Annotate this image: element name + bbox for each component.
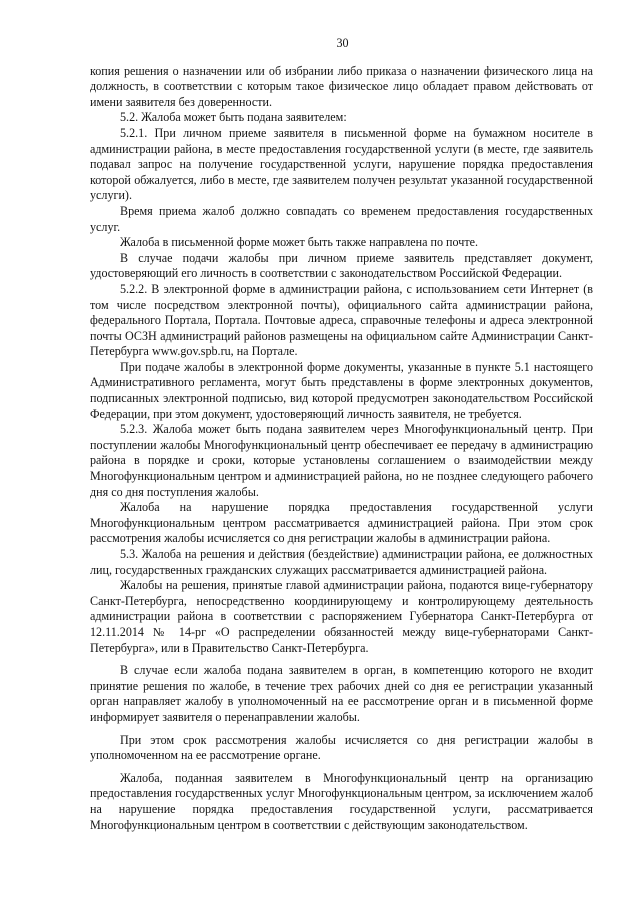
paragraph-5-2-1: 5.2.1. При личном приеме заявителя в письменной форме на бумажном носителе в администрации района, в месте предоставления государственной услуги (в месте, где заявитель подавал запрос на получение государственной услуги, нарушение порядка предоставления которой обжалуется, либо в месте, где заявителем получен результат указанной государственной услуги). [90, 125, 593, 203]
paragraph-review-term: При этом срок рассмотрения жалобы исчисляется со дня регистрации жалобы в уполномоченном на ее рассмотрение органе. [90, 732, 593, 763]
paragraph-5-2-2: 5.2.2. В электронной форме в администрации района, с использованием сети Интернет (в том числе посредством электронной почты), официального сайта администрации района, федерального Портала, Портала. Почтовые адреса, справочные телефоны и адреса электронной почты ОСЗН администраций районов размещены на официальном сайте Администрации Санкт-Петербурга www.gov.spb.ru, на Портале. [90, 281, 593, 359]
paragraph-mfc-organization: Жалоба, поданная заявителем в Многофункциональный центр на организацию предоставления государственных услуг Многофункциональным центром, за исключением жалоб на нарушение порядка предоставления государственной услуги, рассматривается Многофункциональным центром в соответствии с действующим законодательством. [90, 770, 593, 832]
paragraph-reception-time: Время приема жалоб должно совпадать со временем предоставления государственных услуг. [90, 203, 593, 234]
paragraph-identity-document: В случае подачи жалобы при личном приеме заявитель представляет документ, удостоверяющий его личность в соответствии с законодательством Российской Федерации. [90, 250, 593, 281]
paragraph-5-2-3: 5.2.3. Жалоба может быть подана заявителем через Многофункциональный центр. При поступлении жалобы Многофункциональный центр обеспечивает ее передачу в администрацию района в порядке и сроки, которые установлены соглашением о взаимодействии между Многофункциональным центром и администрацией района, но не позднее следующего рабочего дня со дня поступления жалобы. [90, 422, 593, 499]
paragraph-mfc-complaint: Жалоба на нарушение порядка предоставления государственной услуги Многофункциональным центром рассматривается администрацией района. При этом срок рассмотрения жалобы исчисляется со дня регистрации жалобы в администрации района. [90, 500, 593, 546]
paragraph-5-2: 5.2. Жалоба может быть подана заявителем: [120, 110, 347, 125]
paragraph-redirect: В случае если жалоба подана заявителем в орган, в компетенцию которого не входит принятие решения по жалобе, в течение трех рабочих дней со дня ее регистрации указанный орган направляет жалобу в уполномоченный на ее рассмотрение орган и в письменной форме информирует заявителя о перенаправлении жалобы. [90, 663, 593, 724]
paragraph-continuation: копия решения о назначении или об избрании либо приказа о назначении физического лица на должность, в соответствии с которым такое физическое лицо обладает правом действовать от имени заявителя без доверенности. [90, 63, 593, 109]
paragraph-mail: Жалоба в письменной форме может быть также направлена по почте. [120, 235, 479, 250]
paragraph-electronic-documents: При подаче жалобы в электронной форме документы, указанные в пункте 5.1 настоящего Административного регламента, могут быть представлены в форме электронных документов, подписанных электронной подписью, вид которой предусмотрен законодательством Российской Федерации, при этом документ, удостоверяющий личность заявителя, не требуется. [90, 359, 593, 421]
paragraph-head-decisions: Жалобы на решения, принятые главой администрации района, подаются вице-губернатору Санкт-Петербурга, непосредственно координирующему и контролирующему деятельность администрации района в соответствии с распоряжением Губернатора Санкт-Петербурга от 12.11.2014 № 14-рг «О распределении обязанностей между вице-губернаторами Санкт-Петербурга», или в Правительство Санкт-Петербурга. [90, 578, 593, 655]
paragraph-5-3: 5.3. Жалоба на решения и действия (бездействие) администрации района, ее должностных лиц, государственных гражданских служащих рассматривается администрацией района. [90, 547, 593, 577]
page-number: 30 [336, 36, 349, 50]
